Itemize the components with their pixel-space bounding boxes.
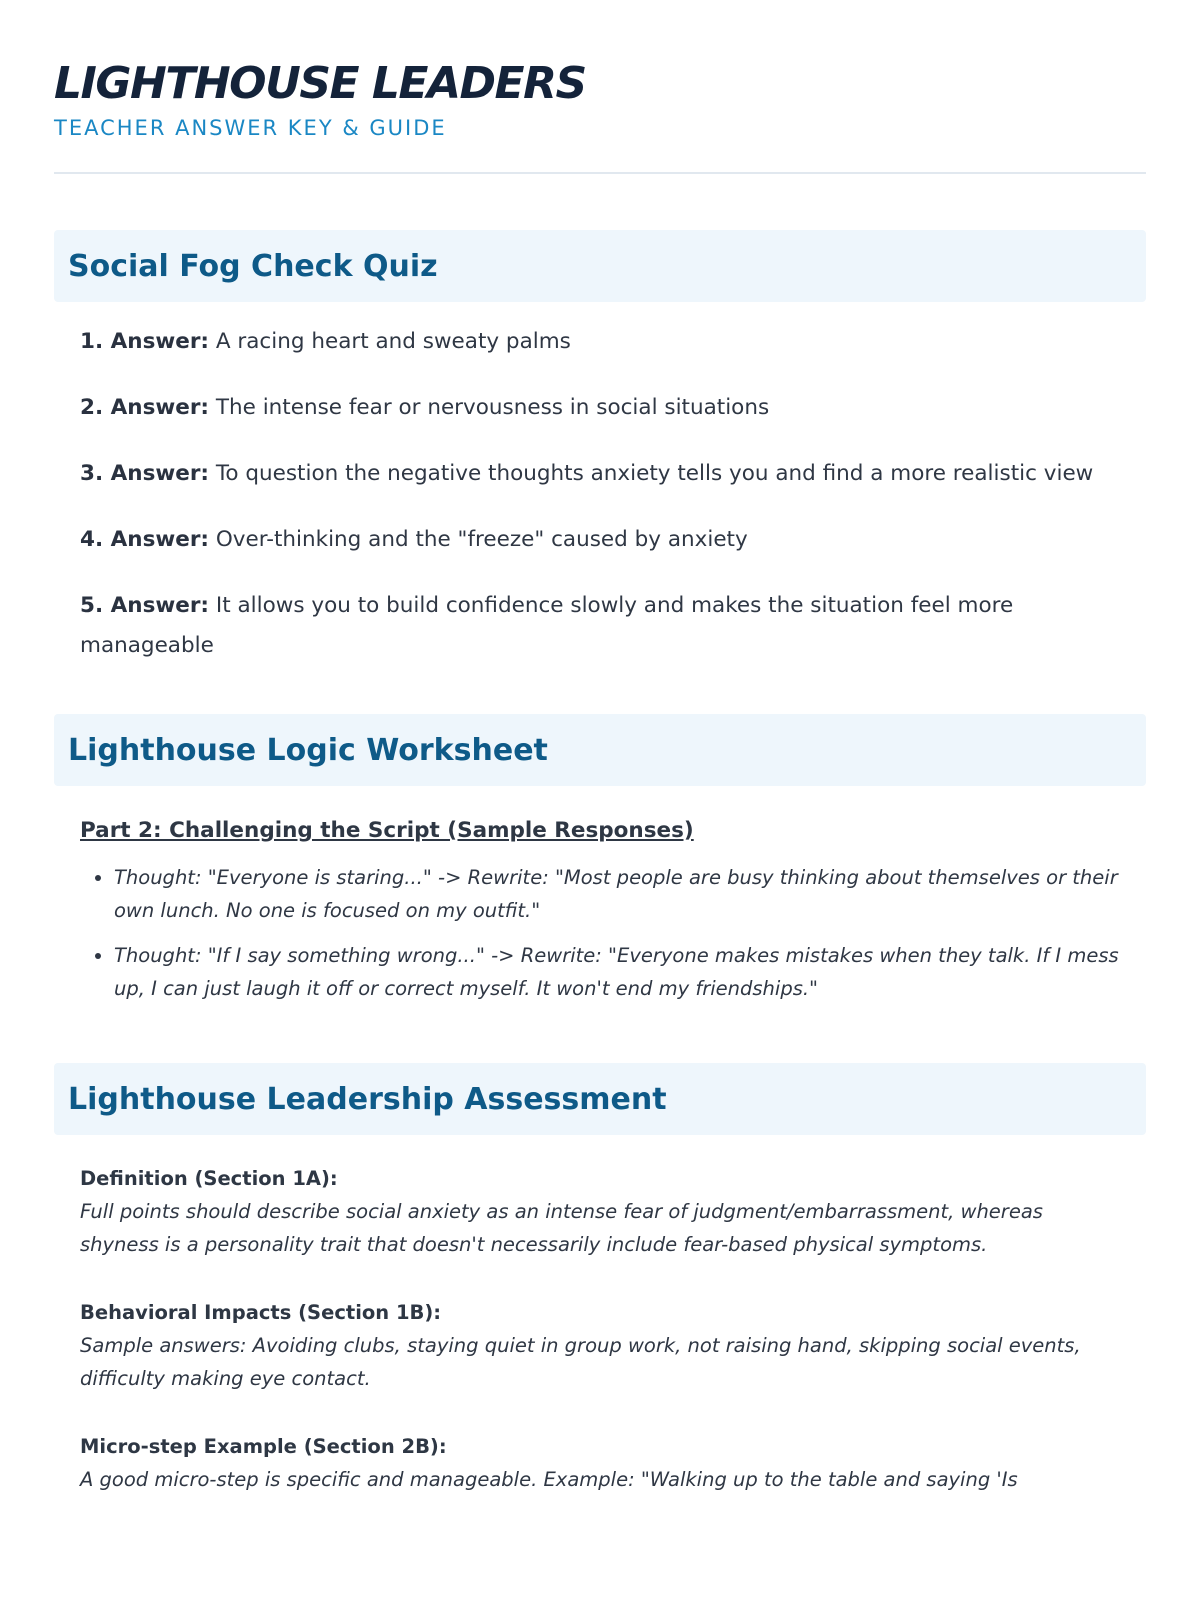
answer-number: 2. <box>80 395 104 420</box>
answer-label: Answer: <box>110 461 210 486</box>
answer-number: 4. <box>80 527 104 552</box>
assessment-item-text: A good micro-step is specific and manageable. Example: "Walking up to the table and saying 'Is <box>80 1468 1018 1491</box>
answer-number: 1. <box>80 329 104 354</box>
part-2-title: Part 2: Challenging the Script (Sample Responses) <box>80 818 694 843</box>
quiz-answer <box>80 586 1120 666</box>
assessment-item-label: Behavioral Impacts (Section 1B): <box>80 1301 442 1324</box>
quiz-answer <box>80 520 1120 560</box>
answer-text: A racing heart and sweaty palms <box>215 329 571 354</box>
assessment-item <box>80 1163 1120 1261</box>
answer-number: 3. <box>80 461 104 486</box>
assessment-list <box>54 1163 1146 1496</box>
quiz-answer-list <box>54 322 1146 666</box>
assessment-item-text: Sample answers: Avoiding clubs, staying quiet in group work, not raising hand, skipping social events, difficulty making eye contact. <box>80 1334 1081 1390</box>
answer-label: Answer: <box>110 593 210 618</box>
sample-responses-list <box>80 861 1120 1005</box>
answer-label: Answer: <box>110 527 210 552</box>
answer-number: 5. <box>80 593 104 618</box>
sample-response: • Thought: "Everyone is staring..." -> Rewrite: "Most people are busy thinking about themselves or their own lunch. No one is focused on my outfit." <box>114 861 1120 927</box>
quiz-section-heading: Social Fog Check Quiz <box>54 230 1146 302</box>
assessment-item <box>80 1297 1120 1395</box>
sample-response: • Thought: "If I say something wrong..." -> Rewrite: "Everyone makes mistakes when they talk. If I mess up, I can just laugh it off or correct myself. It won't end my friendships." <box>114 939 1120 1005</box>
answer-text: To question the negative thoughts anxiety tells you and find a more realistic view <box>215 461 1094 486</box>
answer-label: Answer: <box>110 329 210 354</box>
assessment-item-label: Micro-step Example (Section 2B): <box>80 1435 447 1458</box>
assessment-item-text: Full points should describe social anxiety as an intense fear of judgment/embarrassment, whereas shyness is a personality trait that doesn't necessarily include fear-based physical symptoms. <box>80 1200 1043 1256</box>
assessment-item <box>80 1431 1120 1496</box>
quiz-answer <box>80 322 1120 362</box>
quiz-answer <box>80 388 1120 428</box>
assessment-item-label: Definition (Section 1A): <box>80 1167 338 1190</box>
answer-text: The intense fear or nervousness in social situations <box>215 395 770 420</box>
document-subtitle: TEACHER ANSWER KEY & GUIDE <box>54 116 447 140</box>
answer-label: Answer: <box>110 395 210 420</box>
worksheet-body <box>54 818 1146 1005</box>
header-divider <box>54 172 1146 174</box>
answer-text: Over-thinking and the "freeze" caused by anxiety <box>215 527 748 552</box>
worksheet-section-heading: Lighthouse Logic Worksheet <box>54 714 1146 786</box>
document-title: LIGHTHOUSE LEADERS <box>54 58 586 109</box>
answer-text: It allows you to build confidence slowly and makes the situation feel more manageable <box>80 593 1014 658</box>
quiz-answer <box>80 454 1120 494</box>
assessment-section-heading: Lighthouse Leadership Assessment <box>54 1063 1146 1135</box>
